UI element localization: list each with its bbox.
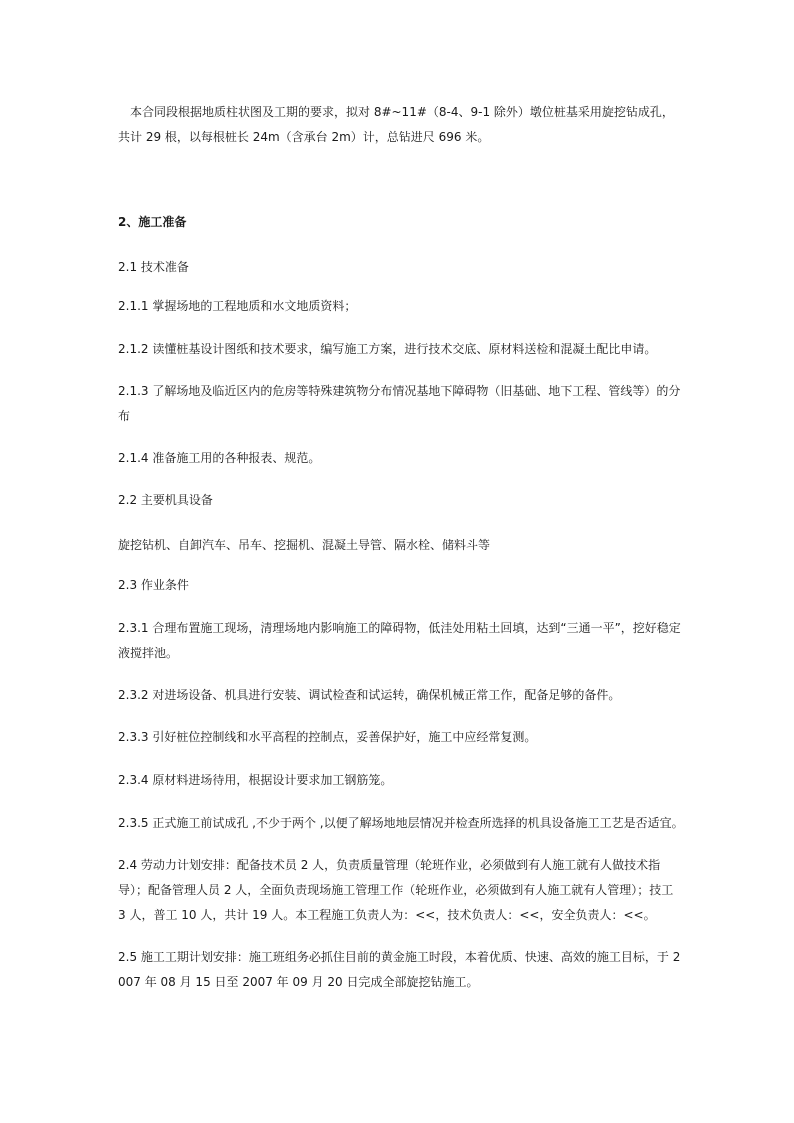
item-2-3-4: 2.3.4 原材料进场待用，根据设计要求加工钢筋笼。 [118, 773, 393, 787]
item-2-2: 2.2 主要机具设备 [118, 493, 213, 507]
item-2-3-3: 2.3.3 引好桩位控制线和水平高程的控制点，妥善保护好，施工中应经常复测。 [118, 730, 537, 744]
item-2-1-4: 2.1.4 准备施工用的各种报表、规范。 [118, 451, 321, 465]
item-2-4: 2.4 劳动力计划安排：配备技术员 2 人，负责质量管理（轮班作业，必须做到有人施工就有人做技术指导）；配备管理人员 2 人，全面负责现场施工管理工作（轮班作业，必须做到有人施工就有人管理）；技工 3 人，普工 10 人，共计 19 人。本工程施工负责人为：<<，技术负责人：<<，安全负责人：<<。 [118, 858, 674, 922]
section-title: 2、施工准备 [118, 215, 187, 229]
item-2-5: 2.5 施工工期计划安排：施工班组务必抓住目前的黄金施工时段，本着优质、快速、高效的施工目标，于 2007 年 08 月 15 日至 2007 年 09 月 20 日完成全部旋挖钻施工。 [118, 950, 681, 989]
item-2-1-3: 2.1.3 了解场地及临近区内的危房等特殊建筑物分布情况基地下障碍物（旧基础、地下工程、管线等）的分布 [118, 384, 681, 423]
item-2-3-2: 2.3.2 对进场设备、机具进行安装、调试检查和试运转，确保机械正常工作，配备足够的备件。 [118, 688, 621, 702]
item-2-1: 2.1 技术准备 [118, 260, 189, 274]
item-2-3-1: 2.3.1 合理布置施工现场，清理场地内影响施工的障碍物，低洼处用粘土回填，达到“三通一平”，挖好稳定液搅拌池。 [118, 621, 681, 660]
item-2-3: 2.3 作业条件 [118, 578, 189, 592]
item-2-1-1: 2.1.1 掌握场地的工程地质和水文地质资料； [118, 299, 357, 313]
equipment-list: 旋挖钻机、自卸汽车、吊车、挖掘机、混凝土导管、隔水栓、储料斗等 [118, 538, 491, 552]
intro-paragraph: 本合同段根据地质柱状图及工期的要求，拟对 8#~11#（8-4、9-1 除外）墩位桩基采用旋挖钻成孔，共计 29 根，以每根桩长 24m（含承台 2m）计，总钻进尺 696 米。 [118, 105, 674, 144]
item-2-1-2: 2.1.2 读懂桩基设计图纸和技术要求，编写施工方案，进行技术交底、原材料送检和混凝土配比申请。 [118, 342, 657, 356]
item-2-3-5: 2.3.5 正式施工前试成孔 ,不少于两个 ,以便了解场地地层情况并检查所选择的机具设备施工工艺是否适宜。 [118, 816, 684, 830]
